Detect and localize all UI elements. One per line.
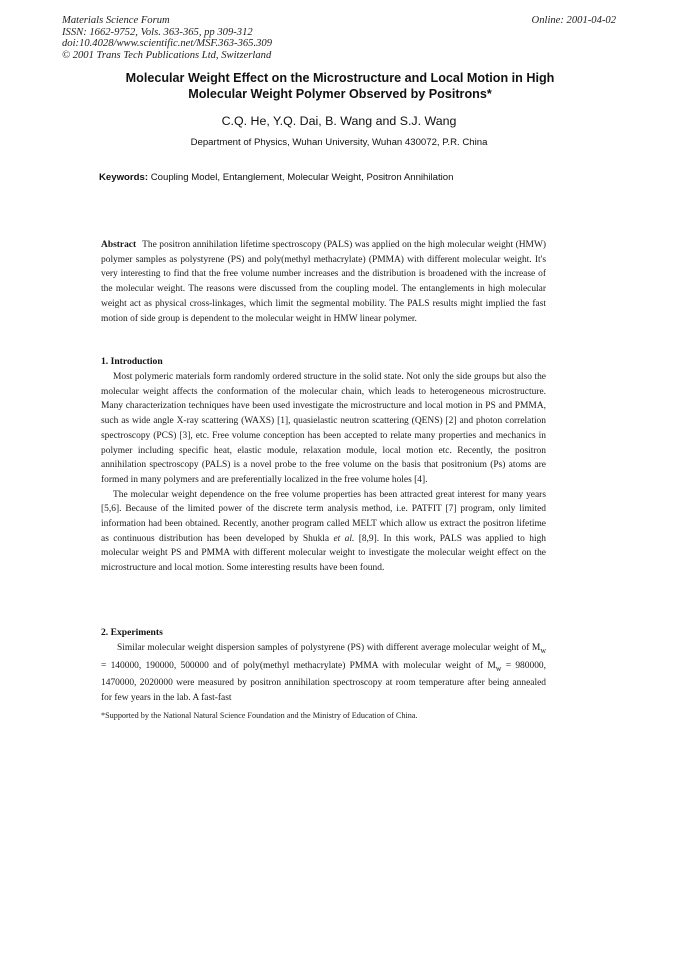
abstract-label: Abstract: [101, 240, 137, 250]
section-introduction: [101, 370, 546, 576]
title-line-2: Molecular Weight Polymer Observed by Positrons*: [188, 87, 492, 101]
intro-paragraph-1: Most polymeric materials form randomly ordered structure in the solid state. Not only the side groups but also the molecular weight affects the conformation of the molecular chain, which leads to heterogeneous microstructure. Many characterization techniques have been used investigate the microstructure and local motion in PS and PMMA, such as wide angle X-ray scattering (WAXS) [1], quasielastic neutron scattering (QENS) [2] and photon correlation spectroscopy (PCS) [3], etc. Free volume conception has been accepted to relate many properties and mechanics in polymer including specific heat, elastic module, relaxation module, local motion etc. Recently, the positron annihilation spectroscopy (PALS) is a novel probe to the free volume on the basis that positronium (Ps) atoms are formed in many polymers and are preferentially localized in the free volume holes [4].: [101, 372, 546, 485]
keywords-label: Keywords:: [99, 172, 149, 183]
title-line-1: Molecular Weight Effect on the Microstructure and Local Motion in High: [125, 71, 555, 85]
experiments-paragraph: [101, 641, 546, 706]
online-date: Online: 2001-04-02: [531, 15, 616, 26]
section-experiments: [101, 641, 546, 706]
mw-subscript-2: w: [495, 663, 502, 673]
intro-paragraph-2: [101, 488, 546, 576]
footnote: *Supported by the National Natural Science Foundation and the Ministry of Education of China.: [101, 711, 418, 720]
mw-subscript-1: w: [540, 645, 546, 655]
section-heading-experiments: 2. Experiments: [101, 627, 163, 638]
exp-text-1: Similar molecular weight dispersion samples of polystyrene (PS) with different average molecular weight of M: [117, 643, 541, 653]
keywords: [99, 172, 599, 183]
intro-p2-text-a: The molecular weight dependence on the free volume properties has been attracted great interest for many years [5,6]. Because of the limited power of the discrete term analysis method, i.e. PATFIT [7] program, only limited information had been obtained. Recently, another program called MELT which allow us extract the positron lifetime as continuous distribution has been developed by Shukla: [101, 489, 546, 544]
journal-header: [62, 15, 272, 61]
intro-p2-text-b: [8,9]. In this work, PALS was applied to high molecular weight PS and PMMA with different molecular weight to investigate the molecular weight effect on the microstructure and local motion. Some interesting results have been found.: [101, 533, 547, 574]
copyright-line: © 2001 Trans Tech Publications Ltd, Switzerland: [62, 49, 272, 61]
affiliation: Department of Physics, Wuhan University, Wuhan 430072, P.R. China: [190, 137, 488, 148]
issn-line: ISSN: 1662-9752, Vols. 363-365, pp 309-312: [62, 26, 253, 38]
intro-p2-etal: et al.: [333, 533, 355, 544]
exp-text-3: = 980000, 1470000, 2020000 were measured by positron annihilation spectroscopy at room temperature after being annealed for few years in the lab. A fast-fast: [101, 660, 547, 703]
authors: C.Q. He, Y.Q. Dai, B. Wang and S.J. Wang: [221, 114, 457, 128]
paper-title: [90, 70, 590, 102]
abstract: [101, 238, 546, 326]
section-heading-introduction: 1. Introduction: [101, 356, 163, 367]
doi-line: doi:10.4028/www.scientific.net/MSF.363-365.309: [62, 38, 272, 50]
abstract-text: The positron annihilation lifetime spectroscopy (PALS) was applied on the high molecular weight (HMW) polymer samples as polystyrene (PS) and poly(methyl methacrylate) (PMMA) with different molecular weight. It's very interesting to find that the free volume number increases and the distribution is broadened with the increase of the molecular weight. The reasons were discussed from the coupling model. The entanglements in high molecular weight act as physical cross-linkages, which limit the segmental mobility. The PALS results might implied the fast motion of side group is dependent to the molecular weight in HMW linear polymer.: [101, 240, 546, 324]
journal-name: Materials Science Forum: [62, 15, 170, 26]
keywords-text: Coupling Model, Entanglement, Molecular Weight, Positron Annihilation: [150, 172, 454, 183]
exp-text-2: = 140000, 190000, 500000 and of poly(methyl methacrylate) PMMA with molecular weight of M: [101, 660, 496, 671]
